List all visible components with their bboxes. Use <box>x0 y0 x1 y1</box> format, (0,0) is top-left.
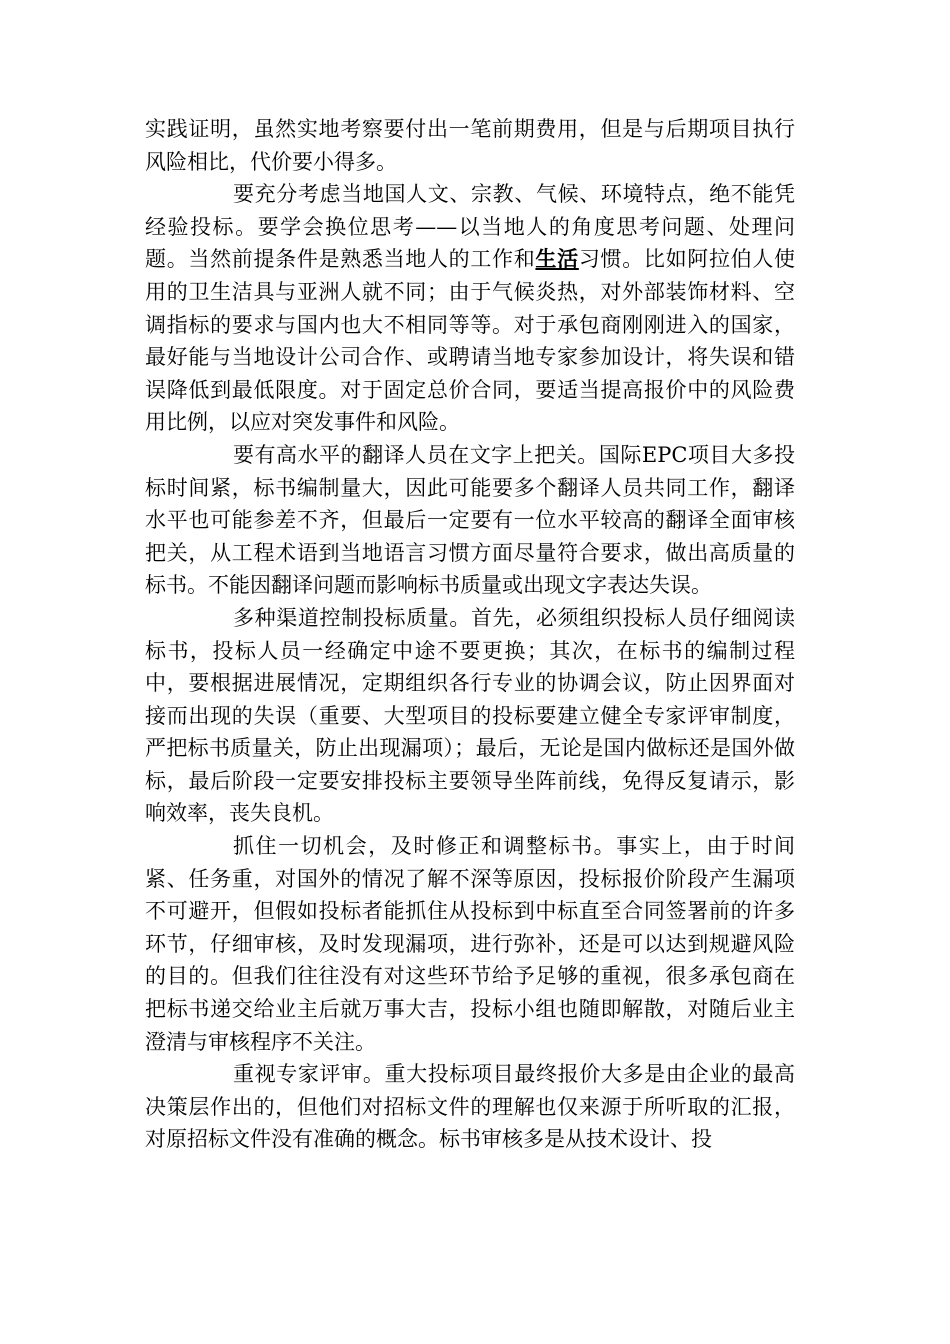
paragraph-1: 实践证明，虽然实地考察要付出一笔前期费用，但是与后期项目执行风险相比，代价要小得多。 <box>145 117 795 174</box>
paragraph-6: 重视专家评审。重大投标项目最终报价大多是由企业的最高决策层作出的，但他们对招标文件的理解也仅来源于所听取的汇报，对原招标文件没有准确的概念。标书审核多是从技术设计、投 <box>145 1062 795 1152</box>
paragraph-2-text-after: 习惯。比如阿拉伯人使用的卫生洁具与亚洲人就不同；由于气候炎热，对外部装饰材料、空调指标的要求与国内也大不相同等等。对于承包商刚刚进入的国家，最好能与当地设计公司合作、或聘请当地专家参加设计，将失误和错误降低到最低限度。对于固定总价合同，要适当提高报价中的风险费用比例，以应对突发事件和风险。 <box>145 247 796 435</box>
paragraph-2 <box>145 178 795 439</box>
life-link[interactable]: 生活 <box>535 246 579 272</box>
paragraph-5: 抓住一切机会，及时修正和调整标书。事实上，由于时间紧、任务重，对国外的情况了解不深等原因，投标报价阶段产生漏项不可避开，但假如投标者能抓住从投标到中标直至合同签署前的许多环节，仔细审核，及时发现漏项，进行弥补，还是可以达到规避风险的目的。但我们往往没有对这些环节给予足够的重视，很多承包商在把标书递交给业主后就万事大吉，投标小组也随即解散，对随后业主澄清与审核程序不关注。 <box>145 834 795 1054</box>
paragraph-4: 多种渠道控制投标质量。首先，必须组织投标人员仔细阅读标书，投标人员一经确定中途不要更换；其次，在标书的编制过程中，要根据进展情况，定期组织各行专业的协调会议，防止因界面对接而出现的失误（重要、大型项目的投标要建立健全专家评审制度，严把标书质量关，防止出现漏项）；最后，无论是国内做标还是国外做标，最后阶段一定要安排投标主要领导坐阵前线，免得反复请示，影响效率，丧失良机。 <box>145 605 795 826</box>
paragraph-2-text-before: 要充分考虑当地国人文、宗教、气候、环境特点，绝不能凭经验投标。要学会换位思考——以当地人的角度思考问题、处理问题。当然前提条件是熟悉当地人的工作和 <box>145 182 795 272</box>
paragraph-3: 要有高水平的翻译人员在文字上把关。国际EPC项目大多投标时间紧，标书编制量大，因此可能要多个翻译人员共同工作，翻译水平也可能参差不齐，但最后一定要有一位水平较高的翻译全面审核把关，从工程术语到当地语言习惯方面尽量符合要求，做出高质量的标书。不能因翻译问题而影响标书质量或出现文字表达失误。 <box>145 442 795 598</box>
document-body <box>145 113 795 1156</box>
